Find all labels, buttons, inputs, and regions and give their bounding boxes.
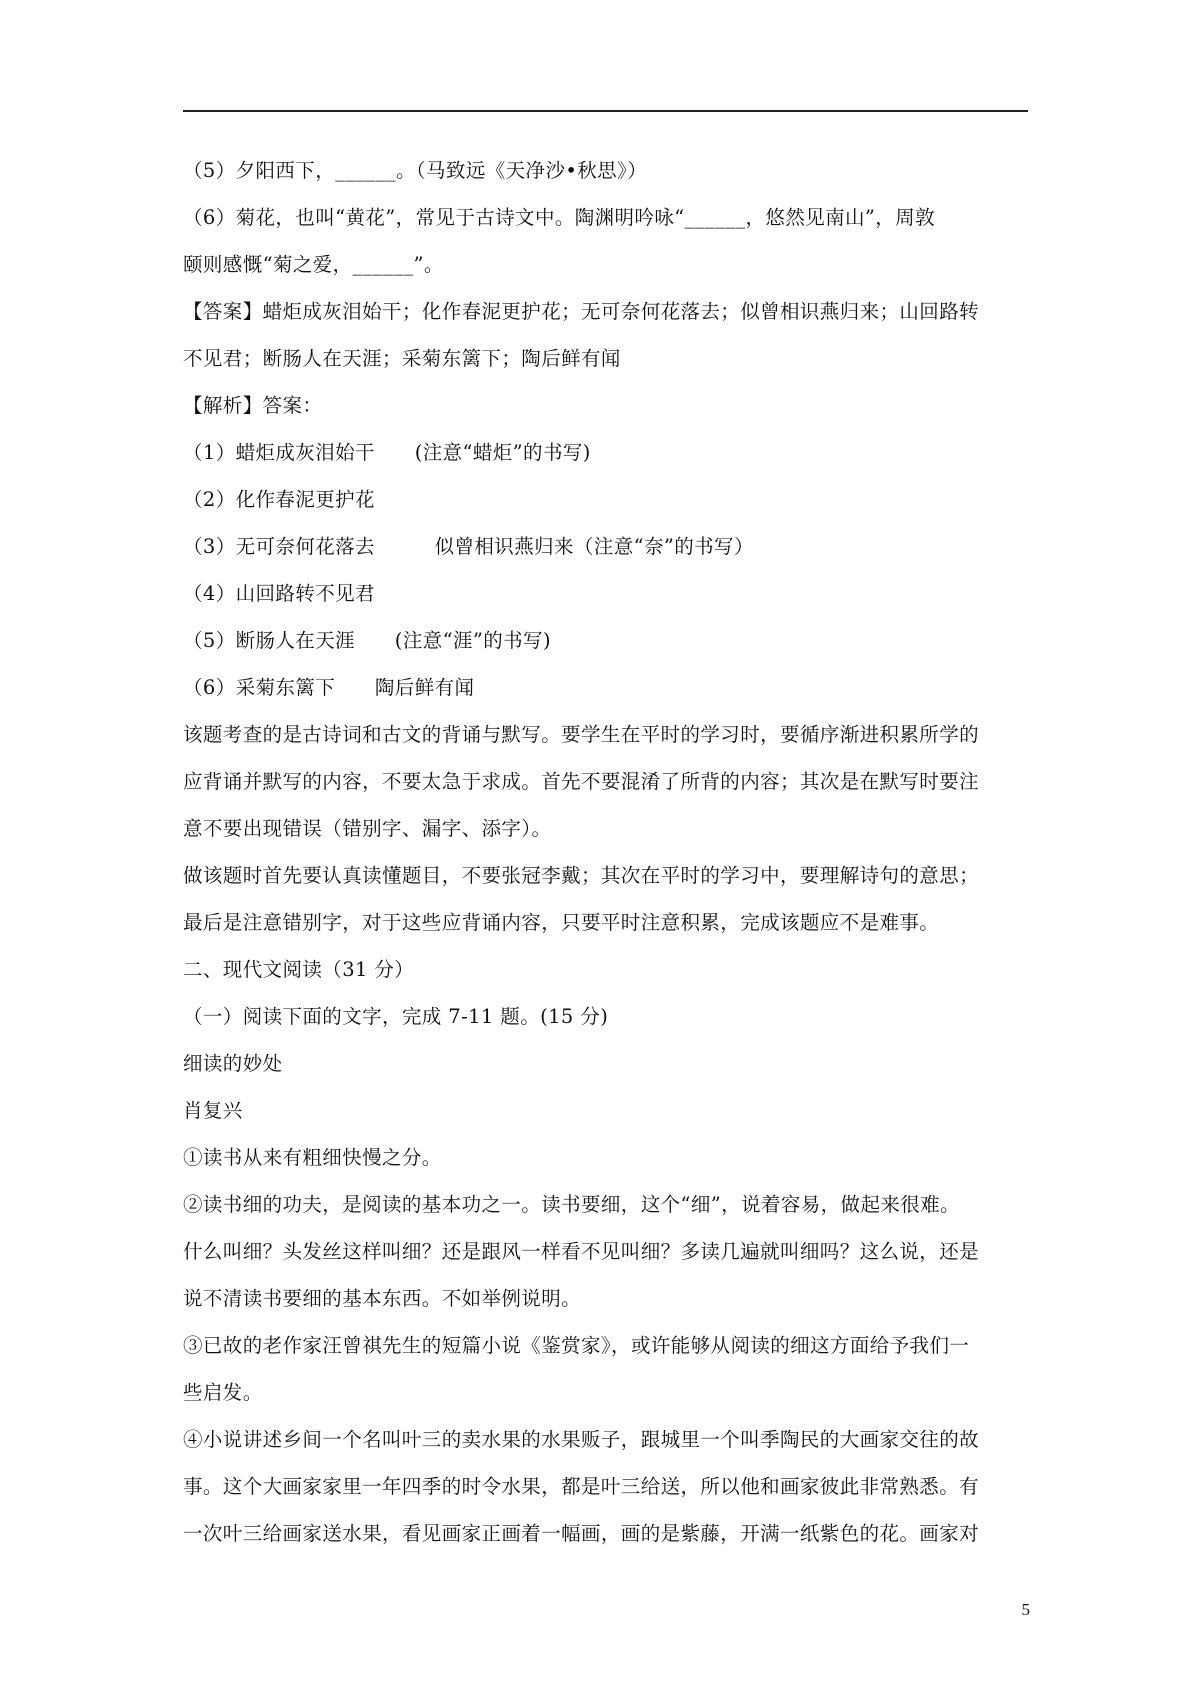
text-line: 不见君；断肠人在天涯；采菊东篱下；陶后鲜有闻	[183, 347, 621, 370]
text-line: 事。这个大画家家里一年四季的时令水果，都是叶三给送，所以他和画家彼此非常熟悉。有	[183, 1475, 980, 1498]
text-line: 该题考查的是古诗词和古文的背诵与默写。要学生在平时的学习时，要循序渐进积累所学的	[183, 723, 980, 746]
text-line: 一次叶三给画家送水果，看见画家正画着一幅画，画的是紫藤，开满一纸紫色的花。画家对	[183, 1522, 980, 1545]
document-body	[183, 147, 1033, 1557]
text-line: （1）蜡炬成灰泪始干 (注意“蜡炬”的书写)	[183, 441, 591, 464]
text-line: 【解析】答案：	[183, 394, 323, 417]
text-line: 最后是注意错别字，对于这些应背诵内容，只要平时注意积累，完成该题应不是难事。	[183, 911, 940, 934]
text-line: （5）断肠人在天涯 (注意“涯”的书写)	[183, 629, 551, 652]
text-line: （6）采菊东篱下 陶后鲜有闻	[183, 676, 475, 699]
text-line: （5）夕阳西下，______。（马致远《天净沙•秋思》）	[183, 159, 648, 182]
text-line: 些启发。	[183, 1381, 263, 1404]
text-line: 意不要出现错误（错别字、漏字、添字）。	[183, 817, 552, 840]
text-line: 颐则感慨“菊之爱，______”。	[183, 253, 444, 276]
text-line: （2）化作春泥更护花	[183, 488, 375, 511]
text-line: ②读书细的功夫，是阅读的基本功之一。读书要细，这个“细”，说着容易，做起来很难。	[183, 1193, 960, 1216]
text-line: 什么叫细？头发丝这样叫细？还是跟风一样看不见叫细？多读几遍就叫细吗？这么说，还是	[183, 1240, 980, 1263]
text-line: ③已故的老作家汪曾祺先生的短篇小说《鉴赏家》，或许能够从阅读的细这方面给予我们一	[183, 1334, 970, 1357]
section-heading: 二、现代文阅读（31 分）	[183, 958, 415, 981]
article-title: 细读的妙处	[183, 1052, 283, 1075]
text-line: （6）菊花，也叫“黄花”，常见于古诗文中。陶渊明吟咏“______，悠然见南山”，周敦	[183, 206, 935, 229]
page-number: 5	[1021, 1600, 1030, 1619]
text-line: 【答案】蜡炬成灰泪始干；化作春泥更护花；无可奈何花落去；似曾相识燕归来；山回路转	[183, 300, 980, 323]
text-line: （4）山回路转不见君	[183, 582, 375, 605]
text-line: 说不清读书要细的基本东西。不如举例说明。	[183, 1287, 582, 1310]
text-line: 做该题时首先要认真读懂题目，不要张冠李戴；其次在平时的学习中，要理解诗句的意思；	[183, 864, 980, 887]
text-line: （3）无可奈何花落去 似曾相识燕归来（注意“奈”的书写）	[183, 535, 754, 558]
header-rule	[183, 110, 1028, 112]
text-line: ④小说讲述乡间一个名叫叶三的卖水果的水果贩子，跟城里一个叫季陶民的大画家交往的故	[183, 1428, 980, 1451]
text-line: （一）阅读下面的文字，完成 7-11 题。(15 分)	[183, 1005, 609, 1028]
article-author: 肖复兴	[183, 1099, 243, 1122]
text-line: 应背诵并默写的内容，不要太急于求成。首先不要混淆了所背的内容；其次是在默写时要注	[183, 770, 980, 793]
text-line: ①读书从来有粗细快慢之分。	[183, 1146, 442, 1169]
